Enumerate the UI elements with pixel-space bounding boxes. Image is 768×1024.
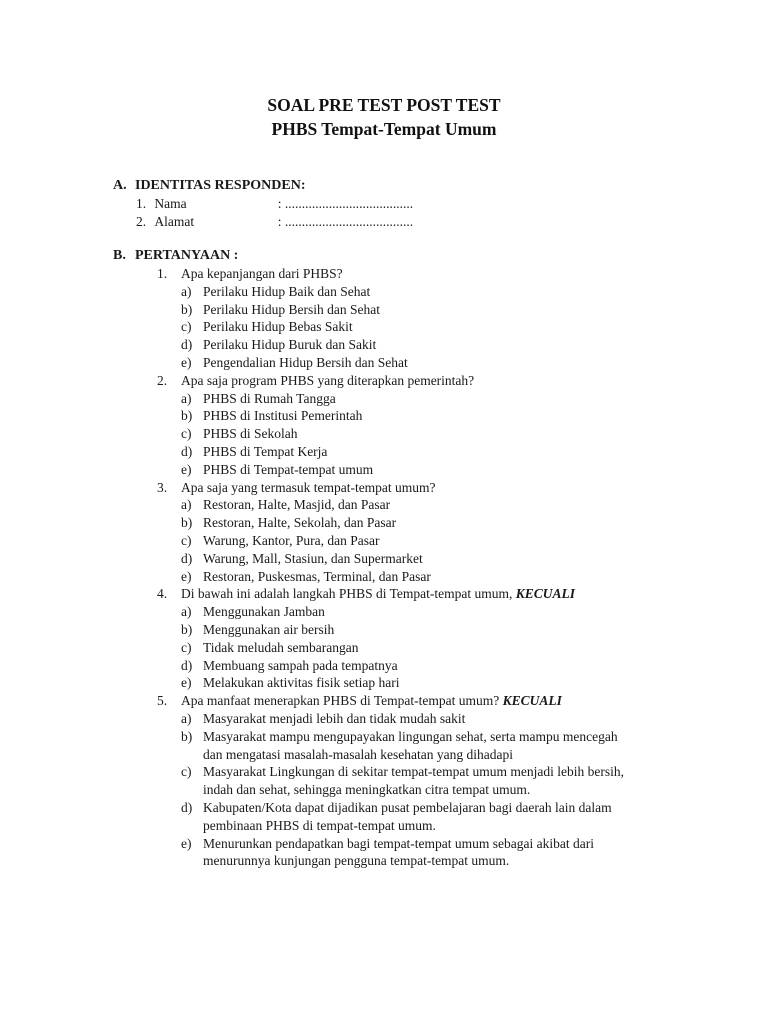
option-text: Warung, Kantor, Pura, dan Pasar — [203, 533, 380, 548]
option-text: Restoran, Halte, Sekolah, dan Pasar — [203, 515, 397, 531]
section-b-title: PERTANYAAN : — [135, 248, 239, 263]
option-2-e — [181, 462, 373, 478]
option-5-b — [181, 729, 618, 745]
option-text-continuation: pembinaan PHBS di tempat-tempat umum. — [203, 817, 436, 833]
option-letter: a) — [181, 604, 192, 620]
option-text: Melakukan aktivitas fisik setiap hari — [203, 675, 400, 691]
question-number: 1. — [157, 266, 168, 281]
option-text-continuation: dan mengatasi masalah-masalah kesehatan yang dihadapi — [203, 746, 514, 762]
option-letter: d) — [181, 444, 193, 459]
option-letter: c) — [181, 764, 192, 780]
option-letter: e) — [181, 675, 192, 691]
question-number: 4. — [157, 586, 168, 602]
section-a-title: IDENTITAS RESPONDEN: — [135, 178, 306, 193]
question-text: Apa kepanjangan dari PHBS? — [181, 266, 343, 281]
section-b-letter: B. — [113, 248, 126, 263]
option-2-c — [181, 426, 298, 442]
identity-field-nama — [136, 196, 413, 212]
field-blank: : ...................................... — [277, 214, 414, 229]
option-text: Menggunakan air bersih — [203, 622, 335, 637]
question-5 — [157, 693, 562, 709]
option-letter: a) — [181, 497, 192, 513]
option-3-c — [181, 533, 379, 549]
option-4-b — [181, 622, 334, 638]
option-4-d — [181, 658, 398, 674]
option-2-d — [181, 444, 327, 460]
option-text: Masyarakat menjadi lebih dan tidak mudah sakit — [203, 711, 466, 726]
option-5-a — [181, 711, 465, 727]
question-exception-keyword: KECUALI — [502, 693, 562, 709]
option-letter: d) — [181, 800, 193, 815]
option-text: PHBS di Sekolah — [203, 426, 298, 442]
question-exception-keyword: KECUALI — [515, 586, 576, 602]
question-text: Apa saja yang termasuk tempat-tempat umum? — [181, 479, 436, 495]
question-text: Apa manfaat menerapkan PHBS di Tempat-tempat umum? — [181, 693, 503, 709]
option-letter: b) — [181, 622, 193, 637]
option-3-d — [181, 551, 423, 567]
document-subtitle: PHBS Tempat-Tempat Umum — [271, 119, 497, 139]
option-1-e — [181, 355, 408, 371]
option-text: Restoran, Halte, Masjid, dan Pasar — [203, 497, 391, 513]
question-text: Apa saja program PHBS yang diterapkan pemerintah? — [181, 372, 475, 388]
option-letter: b) — [181, 515, 193, 531]
option-4-c — [181, 640, 358, 656]
option-letter: c) — [181, 426, 192, 442]
option-text-continuation: indah dan sehat, sehingga meningkatkan citra tempat umum. — [203, 782, 531, 798]
question-2 — [157, 373, 474, 389]
option-letter: c) — [181, 533, 192, 548]
section-b-heading — [113, 248, 238, 264]
option-5-c — [181, 764, 624, 780]
option-letter: b) — [181, 408, 193, 424]
field-number: 1. — [136, 196, 147, 211]
option-4-a — [181, 604, 325, 620]
option-1-a — [181, 284, 370, 300]
identity-field-alamat — [136, 214, 413, 230]
question-number: 5. — [157, 693, 168, 709]
option-letter: a) — [181, 711, 192, 726]
option-text: PHBS di Tempat Kerja — [203, 444, 328, 459]
option-text: Menggunakan Jamban — [203, 604, 325, 620]
option-4-e — [181, 675, 399, 691]
question-number: 2. — [157, 372, 168, 388]
option-letter: c) — [181, 639, 192, 655]
option-letter: d) — [181, 337, 193, 353]
option-3-a — [181, 497, 390, 513]
option-1-d — [181, 337, 376, 353]
option-text: Perilaku Hidup Baik dan Sehat — [203, 283, 371, 299]
option-5-e — [181, 836, 594, 852]
option-1-c — [181, 319, 353, 335]
option-letter: e) — [181, 461, 192, 477]
option-text: Menurunkan pendapatkan bagi tempat-tempat umum sebagai akibat dari — [203, 835, 594, 851]
option-text-continuation: menurunnya kunjungan pengguna tempat-tempat umum. — [203, 853, 510, 869]
question-1 — [157, 266, 343, 282]
field-blank: : ...................................... — [277, 196, 414, 211]
question-text: Di bawah ini adalah langkah PHBS di Tempat-tempat umum, — [181, 586, 516, 602]
option-text: Tidak meludah sembarangan — [203, 639, 359, 655]
option-text: Kabupaten/Kota dapat dijadikan pusat pembelajaran bagi daerah lain dalam — [203, 800, 612, 815]
option-text: PHBS di Tempat-tempat umum — [203, 461, 374, 477]
option-1-b — [181, 302, 380, 318]
option-text: PHBS di Rumah Tangga — [203, 390, 336, 406]
option-text: Warung, Mall, Stasiun, dan Supermarket — [203, 550, 423, 566]
question-4 — [157, 586, 575, 602]
option-2-a — [181, 391, 336, 407]
field-label: Alamat — [154, 214, 195, 229]
section-a-letter: A. — [113, 178, 127, 193]
option-text: Membuang sampah pada tempatnya — [203, 657, 398, 673]
option-letter: a) — [181, 390, 192, 406]
option-3-e — [181, 569, 431, 585]
option-text: Perilaku Hidup Bebas Sakit — [203, 319, 353, 335]
option-letter: e) — [181, 355, 192, 370]
option-letter: b) — [181, 301, 193, 317]
option-letter: e) — [181, 835, 192, 851]
option-text: Perilaku Hidup Buruk dan Sakit — [203, 337, 377, 353]
question-number: 3. — [157, 479, 168, 495]
section-a-heading — [113, 178, 306, 194]
option-text: Masyarakat Lingkungan di sekitar tempat-tempat umum menjadi lebih bersih, — [203, 764, 625, 780]
option-3-b — [181, 515, 396, 531]
option-letter: b) — [181, 728, 193, 744]
question-3 — [157, 480, 436, 496]
option-text: Restoran, Puskesmas, Terminal, dan Pasar — [203, 568, 431, 584]
field-label: Nama — [154, 196, 187, 211]
option-letter: d) — [181, 657, 193, 673]
option-text: Masyarakat mampu mengupayakan lingungan sehat, serta mampu mencegah — [203, 728, 618, 744]
option-2-b — [181, 408, 362, 424]
option-text: PHBS di Institusi Pemerintah — [203, 408, 363, 424]
option-letter: a) — [181, 283, 192, 299]
option-letter: c) — [181, 319, 192, 335]
option-5-d — [181, 800, 612, 816]
option-letter: e) — [181, 568, 192, 584]
document-title: SOAL PRE TEST POST TEST — [267, 95, 501, 115]
option-text: Perilaku Hidup Bersih dan Sehat — [203, 301, 380, 317]
option-letter: d) — [181, 550, 193, 566]
option-text: Pengendalian Hidup Bersih dan Sehat — [203, 355, 408, 370]
field-number: 2. — [136, 214, 147, 229]
